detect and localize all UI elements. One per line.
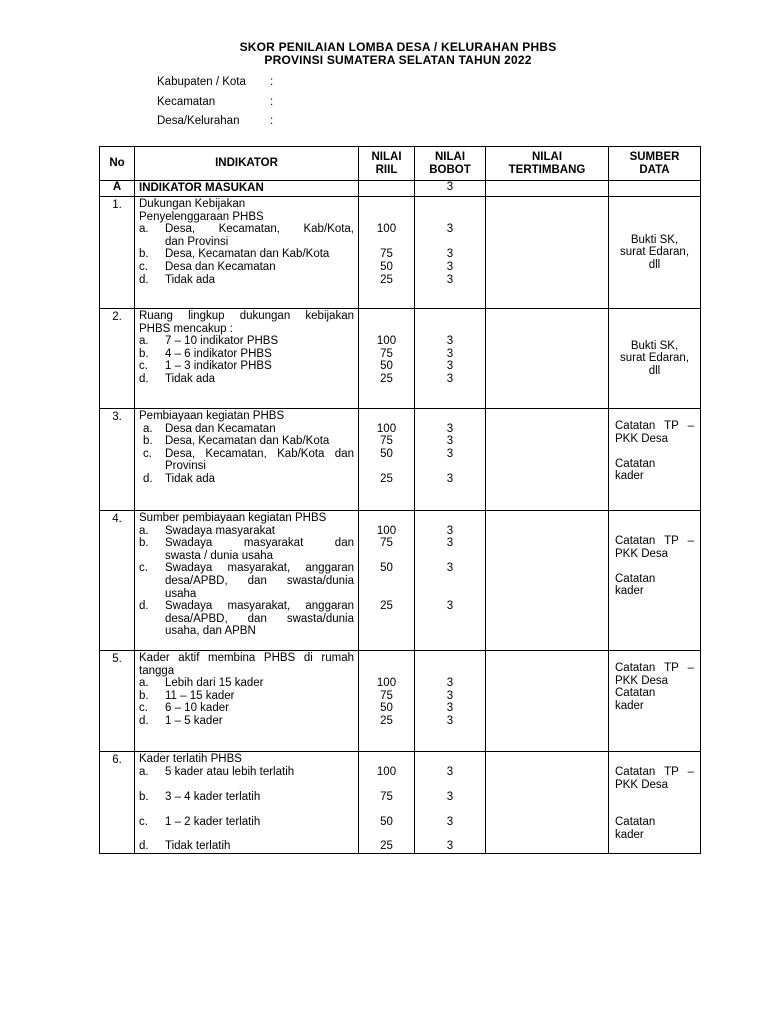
row-sumber-data: Catatan TP – PKK Desa Catatan kader: [609, 409, 701, 511]
option-item: a. Desa, Kecamatan, Kab/Kota, dan Provinsi: [139, 223, 354, 248]
option-item: b. 11 – 15 kader: [139, 689, 235, 702]
header-nilai-bobot: NILAI BOBOT: [415, 147, 486, 181]
option-item: d. Tidak terlatih: [139, 839, 231, 852]
row-nilai-riil: 100 75 50 25: [359, 752, 415, 854]
row-indikator: [135, 651, 359, 752]
row-nilai-bobot: 3 3 3 3: [415, 752, 486, 854]
field-label: Desa/Kelurahan: [157, 115, 240, 127]
section-label: INDIKATOR MASUKAN: [135, 181, 359, 197]
table-row: [100, 309, 701, 409]
field-separator: :: [270, 76, 274, 88]
row-no: 2.: [100, 309, 135, 409]
row-nilai-bobot: 3 3 3 3: [415, 197, 486, 309]
row-sumber-data: Bukti SK, surat Edaran, dll: [609, 197, 701, 309]
option-item: a. Desa dan Kecamatan: [143, 422, 276, 435]
field-label: Kecamatan: [157, 96, 216, 108]
field-separator: :: [270, 115, 274, 127]
table-row: [100, 511, 701, 651]
row-nilai-riil: 100 75 50 25: [359, 197, 415, 309]
row-title: Dukungan Kebijakan: [139, 198, 246, 210]
option-item: c. 1 – 2 kader terlatih: [139, 815, 261, 828]
row-indikator: [135, 309, 359, 409]
row-no: 3.: [100, 409, 135, 511]
row-indikator: [135, 197, 359, 309]
section-riil: [359, 181, 415, 197]
field-kecamatan: [157, 96, 273, 108]
option-item: c. Desa dan Kecamatan: [139, 260, 276, 273]
option-item: b. 4 – 6 indikator PHBS: [139, 347, 272, 360]
row-sumber-data: Catatan TP – PKK Desa Catatan kader: [609, 752, 701, 854]
row-nilai-riil: 100 75 50 25: [359, 409, 415, 511]
row-no: 6.: [100, 752, 135, 854]
option-item: c. 1 – 3 indikator PHBS: [139, 360, 272, 373]
row-nilai-riil: 100 75 50 25: [359, 511, 415, 651]
row-title: Kader terlatih PHBS: [139, 753, 242, 765]
row-nilai-bobot: 3 3 3 3: [415, 309, 486, 409]
row-nilai-riil: 100 75 50 25: [359, 651, 415, 752]
row-no: 1.: [100, 197, 135, 309]
row-nilai-bobot: 3 3 3 3: [415, 511, 486, 651]
document-title-line1: SKOR PENILAIAN LOMBA DESA / KELURAHAN PHBS: [239, 40, 557, 54]
row-title: Sumber pembiayaan kegiatan PHBS: [139, 512, 327, 524]
row-sumber-data: Catatan TP – PKK Desa Catatan kader: [609, 511, 701, 651]
option-item: c. Desa, Kecamatan, Kab/Kota dan Provinsi: [143, 447, 354, 473]
row-nilai-bobot: 3 3 3 3: [415, 409, 486, 511]
field-separator: :: [270, 96, 274, 108]
row-nilai-riil: 100 75 50 25: [359, 309, 415, 409]
section-row: [100, 181, 701, 197]
header-nilai-tertimbang: NILAI TERTIMBANG: [486, 147, 609, 181]
option-item: b. Swadaya masyarakat dan swasta / dunia usaha: [139, 537, 354, 562]
field-desa: [157, 115, 273, 127]
row-nilai-tertimbang: [486, 651, 609, 752]
row-sumber-data: Bukti SK, surat Edaran, dll: [609, 309, 701, 409]
option-item: c. 6 – 10 kader: [139, 702, 229, 715]
option-item: b. Desa, Kecamatan dan Kab/Kota: [139, 248, 330, 261]
row-title: PHBS mencakup :: [139, 322, 233, 335]
option-item: b. 3 – 4 kader terlatih: [139, 790, 261, 803]
header-row: [100, 147, 701, 181]
row-title: Pembiayaan kegiatan PHBS: [139, 410, 285, 422]
header-no: No: [100, 147, 135, 181]
header-indikator: INDIKATOR: [135, 147, 359, 181]
section-no: A: [100, 181, 135, 197]
option-item: d. Tidak ada: [143, 472, 216, 485]
option-item: d. Tidak ada: [139, 273, 216, 286]
option-item: b. Desa, Kecamatan dan Kab/Kota: [143, 435, 330, 448]
table-row: [100, 409, 701, 511]
row-nilai-tertimbang: [486, 511, 609, 651]
section-tertimbang: [486, 181, 609, 197]
row-title: tangga: [139, 664, 175, 677]
row-title: Penyelenggaraan PHBS: [139, 210, 264, 223]
table-row: [100, 752, 701, 854]
row-nilai-tertimbang: [486, 752, 609, 854]
row-nilai-tertimbang: [486, 197, 609, 309]
option-item: c. Swadaya masyarakat, anggaran desa/APBD, dan swasta/dunia usaha: [139, 562, 354, 600]
row-indikator: [135, 511, 359, 651]
row-sumber-data: Catatan TP – PKK Desa Catatan kader: [609, 651, 701, 752]
table-row: [100, 197, 701, 309]
score-table: [99, 146, 701, 854]
row-title: Kader aktif membina PHBS di rumah: [139, 652, 354, 664]
option-item: a. 7 – 10 indikator PHBS: [139, 335, 279, 348]
row-title: Ruang lingkup dukungan kebijakan: [139, 310, 354, 322]
table-row: [100, 651, 701, 752]
option-item: d. Tidak ada: [139, 372, 216, 385]
row-no: 4.: [100, 511, 135, 651]
header-sumber-data: SUMBER DATA: [609, 147, 701, 181]
document-title-line2: PROVINSI SUMATERA SELATAN TAHUN 2022: [264, 53, 532, 67]
option-item: a. Lebih dari 15 kader: [139, 677, 264, 690]
row-nilai-tertimbang: [486, 309, 609, 409]
option-item: a. Swadaya masyarakat: [139, 524, 275, 537]
section-bobot: 3: [415, 181, 486, 197]
row-indikator: [135, 409, 359, 511]
header-nilai-riil: NILAI RIIL: [359, 147, 415, 181]
row-nilai-bobot: 3 3 3 3: [415, 651, 486, 752]
row-indikator: [135, 752, 359, 854]
row-nilai-tertimbang: [486, 409, 609, 511]
section-sumber: [609, 181, 701, 197]
option-item: a. 5 kader atau lebih terlatih: [139, 765, 295, 778]
field-label: Kabupaten / Kota: [157, 76, 246, 88]
option-item: d. Swadaya masyarakat, anggaran desa/APBD, dan swasta/dunia usaha, dan APBN: [139, 600, 354, 638]
row-no: 5.: [100, 651, 135, 752]
option-item: d. 1 – 5 kader: [139, 714, 223, 727]
field-kabupaten: [157, 76, 273, 88]
